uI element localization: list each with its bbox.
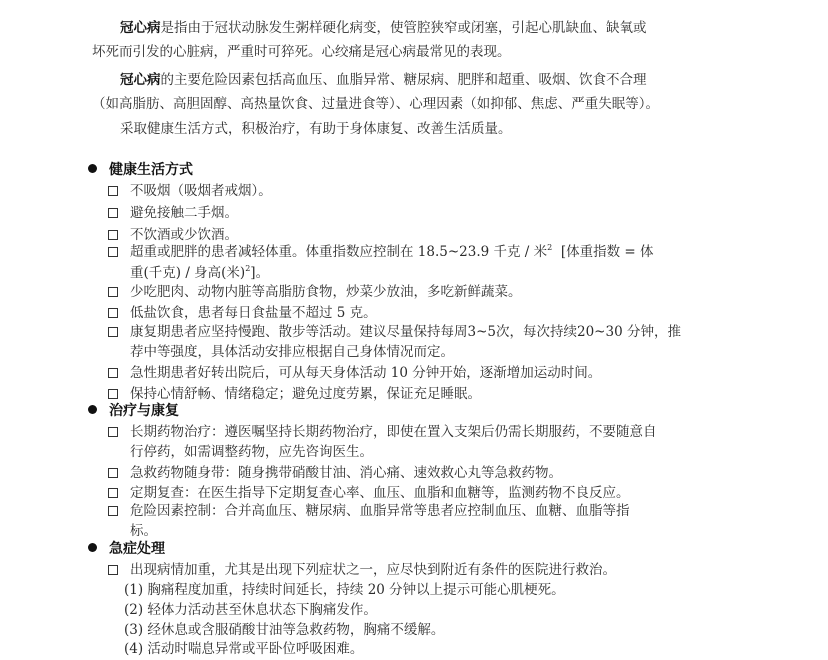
lifestyle-item: 少吃肥肉、动物内脏等高脂肪食物，炒菜少放油，多吃新鲜蔬菜。 [130,284,522,300]
checkbox[interactable] [108,308,118,318]
checkbox[interactable] [108,368,118,378]
treatment-item-continuation: 标。 [130,523,157,539]
emergency-symptom: (2) 轻体力活动甚至休息状态下胸痛发作。 [124,602,377,618]
lifestyle-item: 避免接触二手烟。 [130,205,238,221]
bullet-icon [88,543,97,552]
checkbox[interactable] [108,427,118,437]
intro-paragraph-1-line2: 坏死而引发的心脏病，严重时可猝死。心绞痛是冠心病最常见的表现。 [92,44,511,60]
lifestyle-item: 急性期患者好转出院后，可从每天身体活动 10 分钟开始，逐渐增加运动时间。 [130,365,602,381]
lifestyle-item-continuation: 荐中等强度，具体活动安排应根据自己身体情况而定。 [130,344,454,360]
section-heading-emergency: 急症处理 [88,539,165,559]
section-heading-lifestyle: 健康生活方式 [88,160,193,180]
checkbox[interactable] [108,488,118,498]
bullet-icon [88,164,97,173]
emergency-intro: 出现病情加重，尤其是出现下列症状之一，应尽快到附近有条件的医院进行救治。 [130,562,616,578]
checkbox[interactable] [108,506,118,516]
section-heading-treatment: 治疗与康复 [88,401,179,421]
intro-paragraph-1: 冠心病是指由于冠状动脉发生粥样硬化病变，使管腔狭窄或闭塞，引起心肌缺血、缺氧或 [120,20,647,36]
lifestyle-item: 保持心情舒畅、情绪稳定；避免过度劳累，保证充足睡眠。 [130,386,481,402]
checkbox[interactable] [108,287,118,297]
checkbox[interactable] [108,230,118,240]
checkbox[interactable] [108,327,118,337]
intro-paragraph-2-line2: （如高脂肪、高胆固醇、高热量饮食、过量进食等）、心理因素（如抑郁、焦虑、严重失眠等）。 [92,96,659,112]
checkbox[interactable] [108,468,118,478]
lifestyle-item: 康复期患者应坚持慢跑、散步等活动。建议尽量保持每周3~5次，每次持续20~30 分钟，推 [130,324,681,340]
treatment-item: 长期药物治疗：遵医嘱坚持长期药物治疗，即使在置入支架后仍需长期服药，不要随意自 [130,424,657,440]
bullet-icon [88,405,97,414]
checkbox[interactable] [108,565,118,575]
lifestyle-item: 超重或肥胖的患者减轻体重。体重指数应控制在 18.5~23.9 千克 / 米$^2$ [体重指数 = 体 [130,243,654,260]
lifestyle-item: 低盐饮食，患者每日食盐量不超过 5 克。 [130,305,377,321]
emergency-symptom: (4) 活动时喘息异常或平卧位呼吸困难。 [124,641,364,657]
emergency-symptom: (1) 胸痛程度加重，持续时间延长，持续 20 分钟以上提示可能心肌梗死。 [124,582,565,598]
lifestyle-item: 不吸烟（吸烟者戒烟）。 [130,183,272,199]
intro-paragraph-3: 采取健康生活方式，积极治疗，有助于身体康复、改善生活质量。 [120,121,512,137]
checkbox[interactable] [108,247,118,257]
treatment-item: 危险因素控制：合并高血压、糖尿病、血脂异常等患者应控制血压、血糖、血脂等指 [130,503,630,519]
checkbox[interactable] [108,389,118,399]
checkbox[interactable] [108,186,118,196]
treatment-item: 急救药物随身带：随身携带硝酸甘油、消心痛、速效救心丸等急救药物。 [130,465,562,481]
checkbox[interactable] [108,208,118,218]
lifestyle-item: 不饮酒或少饮酒。 [130,227,238,243]
treatment-item-continuation: 行停药，如需调整药物，应先咨询医生。 [130,444,373,460]
emergency-symptom: (3) 经休息或含服硝酸甘油等急救药物，胸痛不缓解。 [124,622,445,638]
term-chd: 冠心病 [120,72,161,88]
lifestyle-item-continuation: 重(千克) / 身高(米)$^2$]。 [130,264,270,281]
term-chd: 冠心病 [120,20,161,36]
intro-paragraph-2: 冠心病的主要危险因素包括高血压、血脂异常、糖尿病、肥胖和超重、吸烟、饮食不合理 [120,72,647,88]
treatment-item: 定期复查：在医生指导下定期复查心率、血压、血脂和血糖等，监测药物不良反应。 [130,485,630,501]
